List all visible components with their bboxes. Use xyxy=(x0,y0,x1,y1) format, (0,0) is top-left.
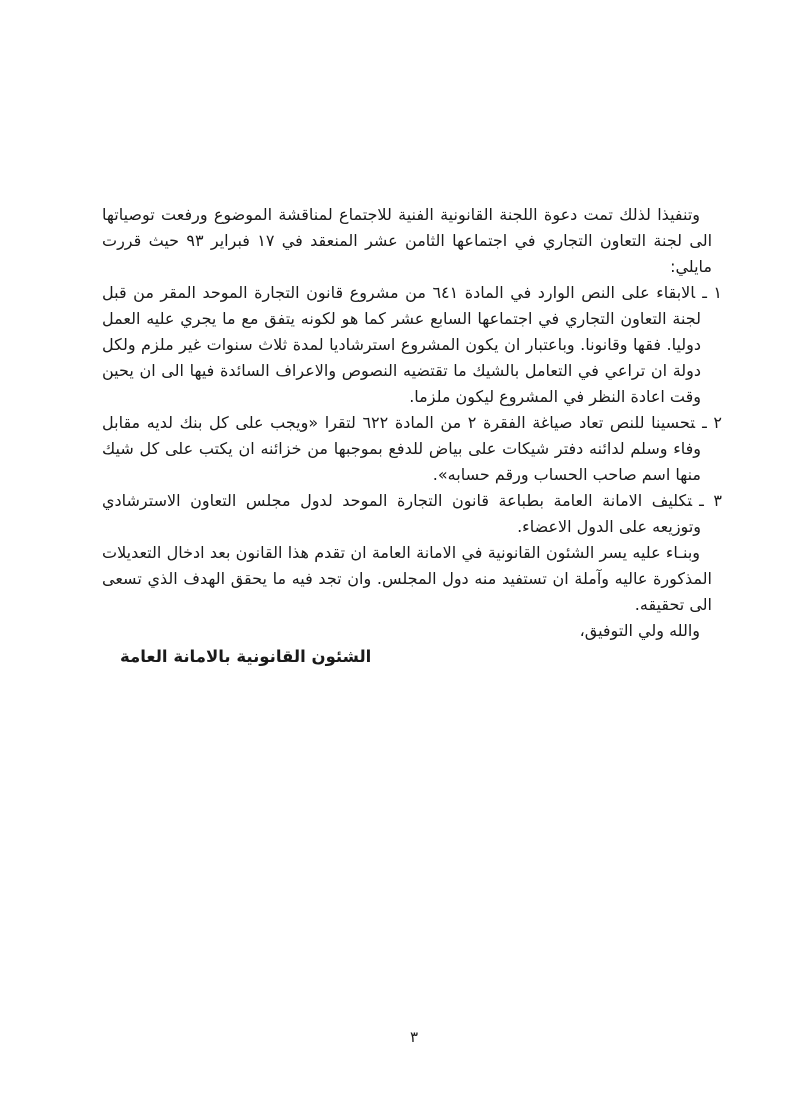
list-item-3-text: تكليف الامانة العامة بطباعة قانون التجارة الموحد لدول مجلس التعاون الاسترشادي وتوزيعه على الدول الاعضاء. xyxy=(102,491,701,536)
list-item-1-number: ١ ـ xyxy=(702,283,723,302)
list-item-2 xyxy=(102,410,722,488)
list-item-2-number: ٢ ـ xyxy=(702,413,722,432)
closing-paragraph: وبنـاء عليه يسر الشئون القانونية في الامانة العامة ان تقدم هذا القانون بعد ادخال التعديلات المذكورة عاليه وآملة ان تستفيد منه دول المجلس. وان تجد فيه ما يحقق الهدف الذي تسعى الى تحقيقه. xyxy=(102,543,712,614)
signature-block: الشئون القانونية بالامانة العامة xyxy=(120,647,372,666)
document-text-block xyxy=(102,202,722,670)
list-item-2-text: تحسينا للنص تعاد صياغة الفقرة ٢ من المادة ٦٢٢ لتقرا «ويجب على كل بنك لديه مقابل وفاء وسلم لدائنه دفتر شيكات على بياض للدفع بموجبها من خزائنه ان يكتب على كل شيك منها اسم صاحب الحساب ورقم حسابه». xyxy=(102,413,701,484)
list-item-3-number: ٣ ـ xyxy=(699,491,722,510)
list-item-1-text: الابقاء على النص الوارد في المادة ٦٤١ من مشروع قانون التجارة الموحد المقر من قبل لجنة التعاون التجاري في اجتماعها السابع عشر كما هو لكونه يتفق مع ما يجري عليه العمل دوليا. فقها وقانونا. وباعتبار ان يكون المشروع استرشاديا لمدة ثلاث سنوات غير ملزم ولكل دولة ان تراعي في التعامل بالشيك ما تقتضيه النصوص والاعراف السائدة فيها الى ان يحين وقت اعادة النظر في المشروع ليكون ملزما. xyxy=(102,283,701,406)
list-item-3 xyxy=(102,488,722,540)
list-item-1 xyxy=(102,280,722,410)
page-number: ٣ xyxy=(410,1028,419,1046)
salutation-line: والله ولي التوفيق، xyxy=(579,621,700,640)
intro-paragraph: وتنفيذا لذلك تمت دعوة اللجنة القانونية الفنية للاجتماع لمناقشة الموضوع ورفعت توصياتها الى لجنة التعاون التجاري في اجتماعها الثامن عشر المنعقد في ١٧ فبراير ٩٣ حيث قررت مايلي: xyxy=(102,205,713,276)
